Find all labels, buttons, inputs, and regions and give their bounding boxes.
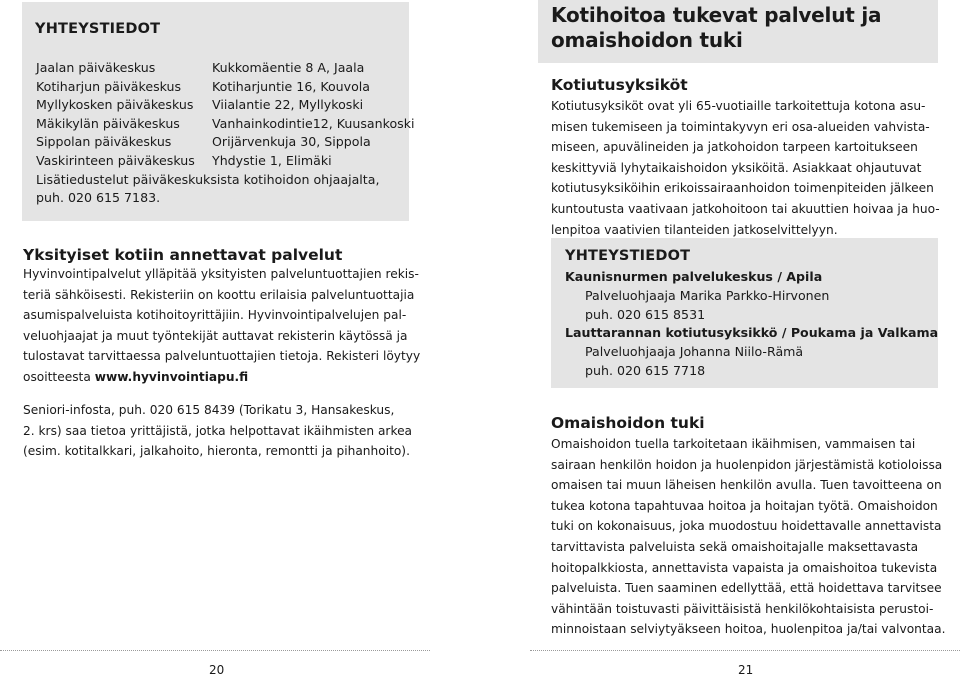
- contact-row: Myllykosken päiväkeskus Viialantie 22, Myllykoski: [36, 97, 364, 113]
- carer-support-heading: Omaishoidon tuki: [551, 414, 705, 432]
- unit-person: Palveluohjaaja Johanna Niilo-Rämä: [585, 344, 804, 360]
- contact-info-title: YHTEYSTIEDOT: [565, 248, 691, 264]
- register-link[interactable]: www.hyvinvointiapu.fi: [94, 369, 249, 384]
- unit-name: Kaunisnurmen palvelukeskus / Apila: [565, 269, 823, 284]
- contact-note-line: puh. 020 615 7183.: [36, 190, 161, 206]
- contact-list: [36, 59, 415, 208]
- page-title: Kotihoitoa tukevat palvelut ja omaishoidon tuki: [551, 3, 882, 52]
- contact-info-box-left: [22, 2, 415, 221]
- contact-row: Sippolan päiväkeskus Orijärvenkuja 30, Sippola: [36, 134, 371, 150]
- private-services-heading: Yksityiset kotiin annettavat palvelut: [23, 246, 343, 264]
- discharge-units-text: Kotiutusyksiköt ovat yli 65-vuotiaille tarkoitettuja kotona asu- misen tukemiseen ja toimintakyvyn eri osa-alueiden vahvista- miseen, apuvälineiden ja jatkohoidon tarpeen kartoitukseen keskittyviä lyhytaikaishoidon yksiköitä. Asiakkaat ohjautuvat kotiutusyksiköihin erikoissairaanhoidon toimenpiteiden jälkeen kuntoutusta vaativaan jatkohoitoon tai akuuttien hoivaa ja huo- lenpitoa vaativien tilanteiden jatkoselvittelyyn.: [551, 99, 940, 237]
- page-number-right: 21: [738, 663, 754, 677]
- contact-row: Mäkikylän päiväkeskus Vanhainkodintie12, Kuusankoski: [36, 115, 415, 131]
- carer-support-text: Omaishoidon tuella tarkoitetaan ikäihmisen, vammaisen tai sairaan henkilön hoidon ja huolenpidon järjestämistä kotioloissa omaisen tai muun läheisen henkilön avulla. Tuen tavoitteena on tukea kotona tapahtuvaa hoitoa ja hoitajan työtä. Omaishoidon tuki on kokonaisuus, joka muodostuu hoidettavalle annettavista tarvittavista palveluista sekä omaishoitajalle maksettavasta hoitopalkkiosta, annettavista vapaista ja omaishoitoa tukevista palveluista. Tuen saaminen edellyttää, että hoidettava tarvitsee vähintään toistuvasti päivittäisistä henkilökohtaisista perustoi- minnoistaan selviytyäkseen hoitoa, huolenpitoa ja/tai valvontaa.: [551, 437, 946, 637]
- senior-info-text: Seniori-infosta, puh. 020 615 8439 (Torikatu 3, Hansakeskus, 2. krs) saa tietoa yrittäjistä, jotka helpottavat ikäihmisten arkea (esim. kotitalkkari, jalkahoito, hieronta, remontti ja pihanhoito).: [23, 403, 413, 459]
- unit-name: Lauttarannan kotiutusyksikkö / Poukama ja Valkama: [565, 325, 939, 341]
- unit-person: Palveluohjaaja Marika Parkko-Hirvonen: [585, 287, 830, 303]
- private-services-text: Hyvinvointipalvelut ylläpitää yksityisten palveluntuottajien rekis- teriä sähköisesti. Rekisteriin on koottu erilaisia palveluntuottajia asumispalveluista kotihoitoyrittäjiin. Hyvinvointipalvelujen pal- veluohjaajat ja muut työntekijät auttavat rekisterin käytössä ja tulostavat tarvittaessa palveluntuottajien tietoja. Rekisteri löytyy osoitteesta www.hyvinvointiapu.fi: [23, 267, 421, 384]
- footer-divider-left: [0, 650, 430, 651]
- contact-row: Jaalan päiväkeskus Kukkomäentie 8 A, Jaala: [36, 60, 365, 75]
- unit-phone: puh. 020 615 8531: [585, 306, 706, 322]
- page-number-left: 20: [209, 663, 225, 677]
- unit-phone: puh. 020 615 7718: [585, 362, 706, 378]
- contact-row: Vaskirinteen päiväkeskus Yhdystie 1, Elimäki: [36, 152, 332, 168]
- discharge-units-heading: Kotiutusyksiköt: [551, 76, 688, 94]
- contact-note-line: Lisätiedustelut päiväkeskuksista kotihoidon ohjaajalta,: [36, 171, 380, 187]
- title-box: [538, 0, 938, 63]
- contact-info-title: YHTEYSTIEDOT: [35, 21, 161, 37]
- contact-details: [565, 268, 938, 381]
- contact-info-box-right: [551, 238, 938, 388]
- contact-row: Kotiharjun päiväkeskus Kotiharjuntie 16, Kouvola: [36, 78, 371, 94]
- footer-divider-right: [530, 650, 960, 651]
